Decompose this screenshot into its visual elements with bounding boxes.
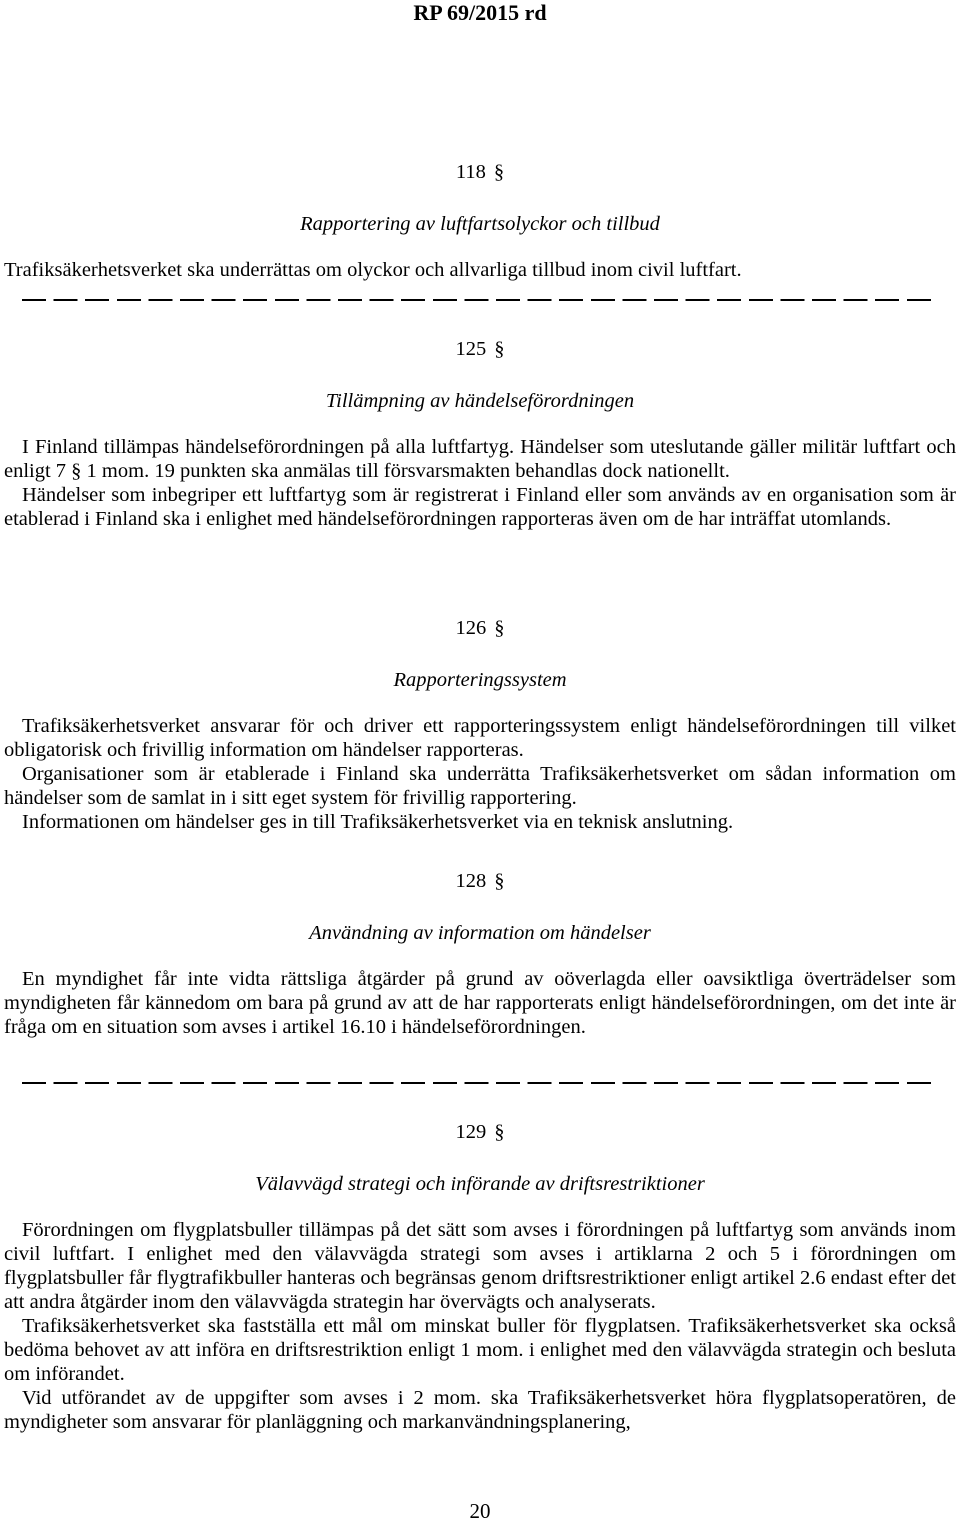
section-text: Vid utförandet av de uppgifter som avses i 2 mom. ska Trafiksäkerhetsverket höra flygplatsoperatören, de myndigheter som ansvarar för planläggning och markanvändningsplanering, [4, 1387, 956, 1433]
section-number-text: 128 [455, 870, 487, 892]
section-heading: Användning av information om händelser [309, 922, 651, 944]
section-118 [4, 160, 956, 282]
section-number-text: 118 [455, 161, 486, 183]
paragraph-sign: § [494, 338, 505, 360]
section-text: Trafiksäkerhetsverket ska fastställa ett mål om minskat buller för flygplatsen. Trafiksäkerhetsverket ska också bedöma behovet av att införa en driftsrestriktion enligt 1 mom. i enlighet med den välavvägda strategin och besluta om införandet. [4, 1315, 956, 1385]
section-text: Förordningen om flygplatsbuller tillämpas på det sätt som avses i förordningen på luftfartyg som används inom civil luftfart. I enlighet med den välavvägda strategi som avses i artiklarna 2 och 5 i förordningen om flygplatsbuller får flygtrafikbuller hanteras och begränsas genom driftsrestriktioner enligt artikel 2.6 endast efter det att andra åtgärder inom den välavvägda strategin har övervägts och analyserats. [4, 1219, 956, 1313]
paragraph-sign: § [493, 161, 505, 183]
omission-rule [22, 1082, 938, 1084]
section-heading: Tillämpning av händelseförordningen [325, 390, 635, 412]
section-125 [4, 337, 956, 531]
section-number [4, 616, 956, 642]
section-heading: Rapporteringssystem [393, 669, 567, 691]
section-text: En myndighet får inte vidta rättsliga åtgärder på grund av oöverlagda eller oavsiktliga överträdelser som myndigheten får kännedom om bara på grund av att de har rapporterats enligt händelseförordningen, om det inte är fråga om en situation som avses i artikel 16.10 i händelseförordningen. [4, 968, 956, 1038]
section-number [4, 337, 956, 363]
section-text: I Finland tillämpas händelseförordningen på alla luftfartyg. Händelser som uteslutande gäller militär luftfart och enligt 7 § 1 mom. 19 punkten ska anmälas till försvarsmakten behandlas dock nationellt. [4, 436, 956, 482]
section-heading: Rapportering av luftfartsolyckor och tillbud [300, 213, 660, 235]
section-text: Informationen om händelser ges in till Trafiksäkerhetsverket via en teknisk anslutning. [22, 811, 734, 833]
section-number [4, 160, 956, 186]
paragraph-sign: § [494, 1121, 505, 1143]
section-129 [4, 1120, 956, 1434]
section-number [4, 869, 956, 895]
document-header: RP 69/2015 rd [413, 0, 547, 25]
section-text: Trafiksäkerhetsverket ansvarar för och driver ett rapporteringssystem enligt händelseförordningen till vilket obligatorisk och frivillig information om händelser rapporteras. [4, 715, 956, 761]
section-number-text: 125 [455, 338, 487, 360]
section-126 [4, 616, 956, 834]
section-text: Organisationer som är etablerade i Finland ska underrätta Trafiksäkerhetsverket om sådan information om händelser som de samlat in i sitt eget system för frivillig rapportering. [4, 763, 956, 809]
section-text: Händelser som inbegriper ett luftfartyg som är registrerat i Finland eller som används av en organisation som är etablerad i Finland ska i enlighet med händelseförordningen rapporteras även om de har inträffat utomlands. [4, 484, 956, 530]
paragraph-sign: § [494, 617, 505, 639]
section-number-text: 129 [455, 1121, 487, 1143]
section-heading: Välavvägd strategi och införande av driftsrestriktioner [255, 1173, 705, 1195]
page-number: 20 [469, 1499, 491, 1523]
paragraph-sign: § [494, 870, 505, 892]
section-128 [4, 869, 956, 1039]
section-text: Trafiksäkerhetsverket ska underrättas om olyckor och allvarliga tillbud inom civil luftfart. [4, 259, 742, 281]
section-number [4, 1120, 956, 1146]
omission-rule [22, 299, 938, 301]
section-number-text: 126 [455, 617, 487, 639]
